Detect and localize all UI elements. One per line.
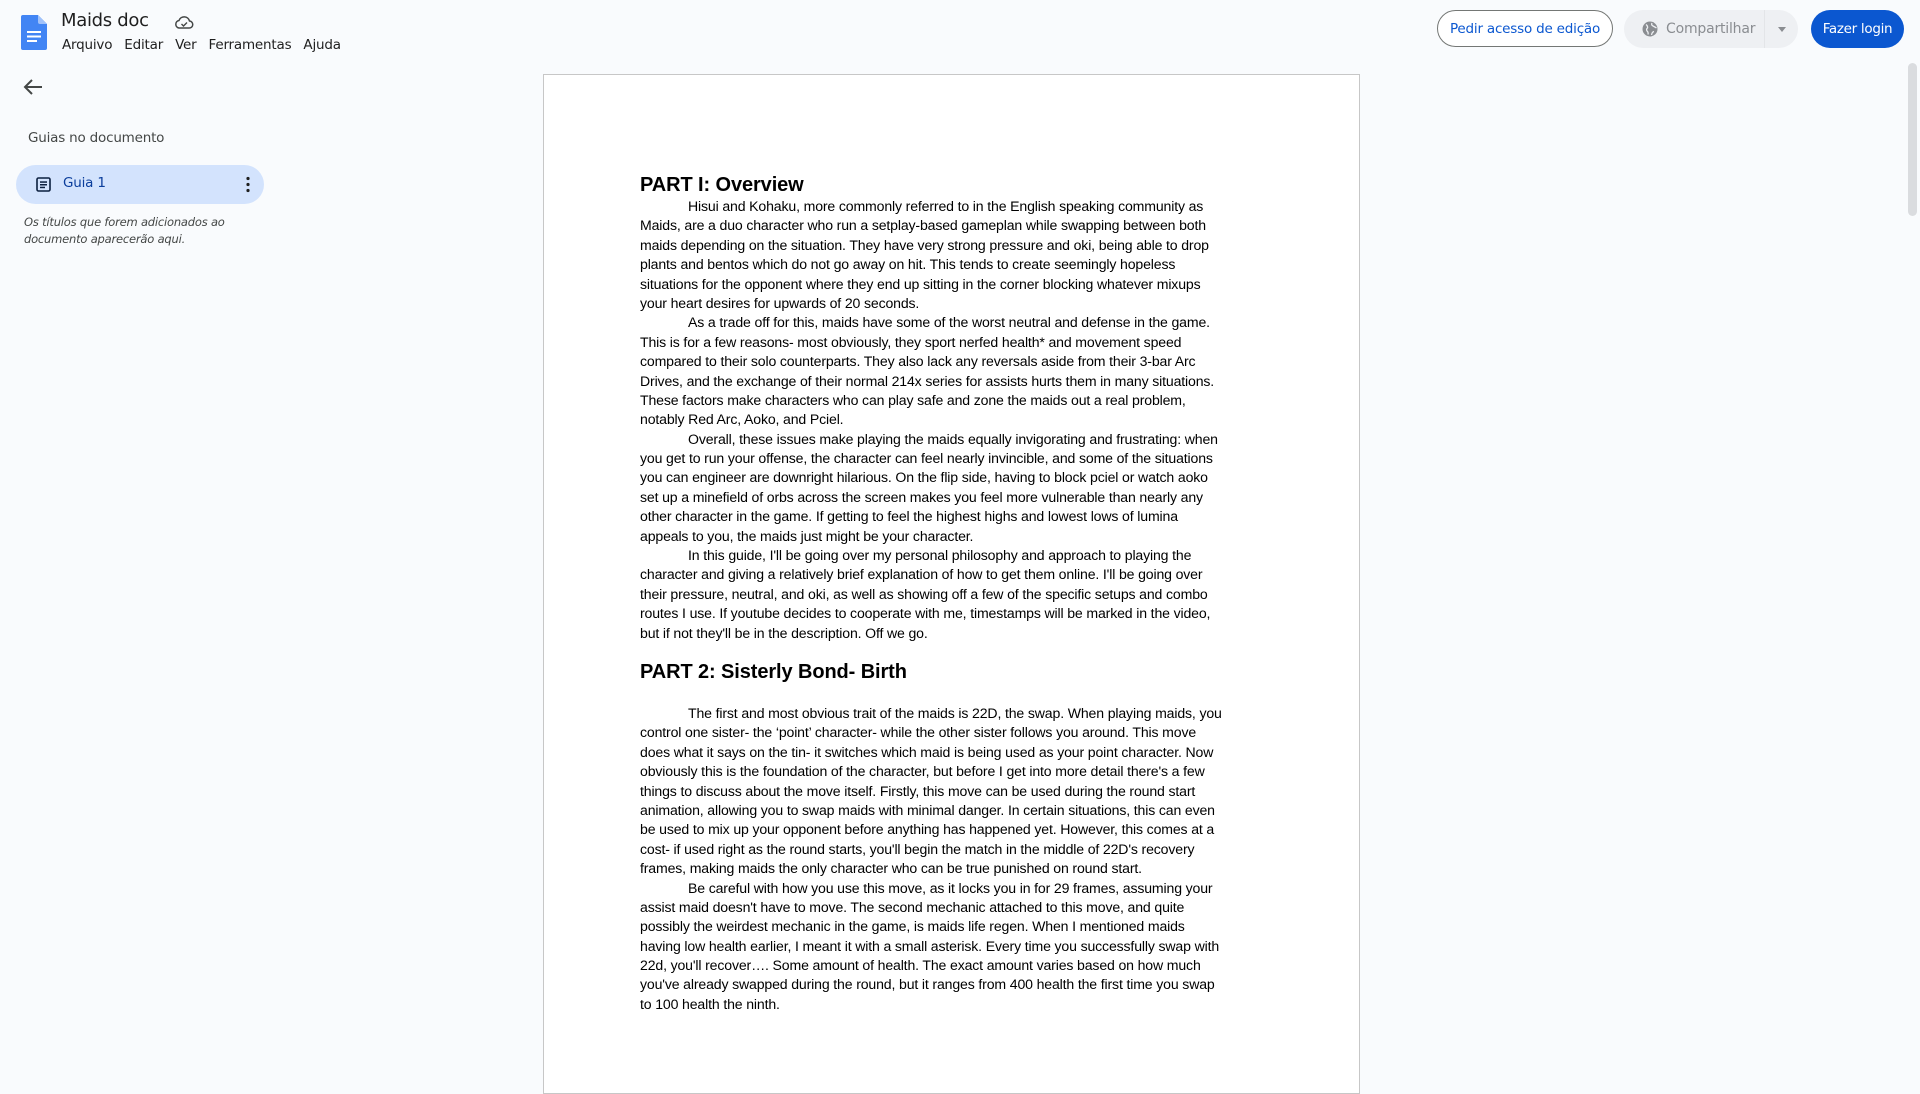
text-line: These factors make characters who can play safe and zone the maids out a real problem, — [640, 391, 1186, 408]
share-label: Compartilhar — [1666, 21, 1756, 37]
text-line: This is for a few reasons- most obviously, they sport nerfed health* and movement speed — [640, 333, 1182, 350]
text-line: In this guide, I'll be going over my personal philosophy and approach to playing the — [688, 547, 1192, 564]
part2-body — [640, 704, 1280, 1014]
text-line: compared to their solo counterparts. They also lack any reversals aside from their 3-bar Arc — [640, 353, 1196, 370]
text-line: animation, allowing you to swap maids with minimal danger. In certain situations, this can even — [640, 801, 1215, 818]
document-tab-icon — [36, 177, 51, 192]
menu-ferramentas[interactable]: Ferramentas — [208, 37, 292, 53]
document-content — [640, 173, 1280, 1014]
text-line: be used to mix up your opponent before anything has happened yet. However, this comes at a — [640, 821, 1215, 838]
more-vert-icon[interactable] — [245, 176, 251, 193]
share-dropdown[interactable] — [1765, 27, 1798, 32]
text-line: set up a minefield of orbs across the screen makes you feel more vulnerable than nearly any — [640, 488, 1203, 505]
menu-arquivo[interactable]: Arquivo — [62, 37, 113, 53]
document-title[interactable]: Maids doc — [61, 10, 149, 31]
part1-body — [640, 197, 1280, 643]
top-bar — [0, 0, 1920, 60]
caret-down-icon — [1778, 27, 1786, 32]
text-line: As a trade off for this, maids have some of the worst neutral and defense in the game. — [688, 314, 1210, 331]
paragraph — [640, 430, 1280, 546]
text-line: maids depending on the situation. They have very strong pressure and oki, being able to drop — [640, 236, 1209, 253]
text-line: you get to run your offense, the character can feel nearly invincible, and some of the situations — [640, 450, 1213, 467]
cloud-saved-icon[interactable] — [174, 15, 194, 31]
text-line: Hisui and Kohaku, more commonly referred to in the English speaking community as — [688, 198, 1204, 214]
paragraph — [640, 704, 1280, 879]
document-page[interactable] — [543, 74, 1360, 1094]
text-line: other character in the game. If getting to feel the highest highs and lowest lows of lumina — [640, 508, 1178, 525]
text-line: The first and most obvious trait of the maids is 22D, the swap. When playing maids, you — [688, 704, 1222, 721]
text-line: situations for the opponent where they end up sitting in the corner blocking whatever mixups — [640, 275, 1201, 292]
google-docs-icon[interactable] — [21, 15, 47, 50]
text-line: character and giving a relatively brief explanation of how to get them online. I'll be going over — [640, 566, 1203, 583]
share-button[interactable] — [1624, 10, 1798, 48]
sign-in-button[interactable]: Fazer login — [1811, 10, 1904, 48]
heading-part-1: PART I: Overview — [640, 174, 804, 196]
text-line: routes I use. If youtube decides to cooperate with me, timestamps will be marked in the video, — [640, 605, 1211, 622]
paragraph — [640, 879, 1280, 1015]
text-line: possibly the weirdest mechanic in the game, is maids life regen. When I mentioned maids — [640, 918, 1185, 935]
paragraph — [640, 313, 1280, 429]
sidebar-title: Guias no documento — [28, 130, 165, 146]
text-line: having low health earlier, I meant it with a small asterisk. Every time you successfully swap with — [640, 937, 1220, 954]
text-line: notably Red Arc, Aoko, and Pciel. — [640, 411, 844, 428]
text-line: Drives, and the exchange of their normal 214x series for assists hurts them in many situations. — [640, 372, 1215, 389]
text-line: 22d, you'll recover…. Some amount of health. The exact amount varies based on how much — [640, 957, 1201, 974]
text-line: their pressure, neutral, and oki, as well as showing off a few of the specific setups and combo — [640, 585, 1208, 602]
text-line: you've already swapped during the round, but it ranges from 400 health the first time you swap — [640, 976, 1215, 993]
text-line: cost- if used right as the round starts, you'll begin the match in the middle of 22D's recovery — [640, 840, 1195, 857]
share-main[interactable] — [1624, 10, 1765, 48]
text-line: control one sister- the ‘point’ character- while the other sister follows you around. This move — [640, 724, 1197, 741]
text-line: obviously this is the foundation of the character, but before I get into more detail there's a few — [640, 763, 1205, 780]
text-line: Maids, are a duo character who run a setplay-based gameplan while swapping between both — [640, 217, 1206, 234]
text-line: to 100 health the ninth. — [640, 995, 780, 1012]
text-line: Overall, these issues make playing the maids equally invigorating and frustrating: when — [688, 430, 1218, 447]
text-line: does what it says on the tin- it switches which maid is being used as your point character. Now — [640, 743, 1214, 760]
text-line: plants and bentos which do not go away on hit. This tends to create seemingly hopeless — [640, 256, 1176, 273]
text-line: assist maid doesn't have to move. The second mechanic attached to this move, and quite — [640, 898, 1185, 915]
text-line: appeals to you, the maids just might be your character. — [640, 527, 974, 544]
paragraph — [640, 546, 1280, 643]
text-line: you can engineer are downright hilarious. On the flip side, having to block pciel or watch aoko — [640, 469, 1208, 486]
sidebar-empty-note: Os títulos que forem adicionados ao documento aparecerão aqui. — [24, 215, 225, 246]
sidebar-tab-guia-1[interactable] — [16, 165, 264, 204]
menu-ver[interactable]: Ver — [175, 37, 197, 53]
text-line: but if not they'll be in the description. Off we go. — [640, 624, 928, 641]
back-arrow-icon[interactable] — [22, 78, 44, 96]
text-line: Be careful with how you use this move, as it locks you in for 29 frames, assuming your — [688, 879, 1213, 896]
tab-label: Guia 1 — [63, 175, 106, 191]
request-edit-access-button[interactable]: Pedir acesso de edição — [1437, 10, 1613, 47]
scrollbar-thumb[interactable] — [1908, 63, 1917, 216]
menu-ajuda[interactable]: Ajuda — [303, 37, 341, 53]
text-line: frames, making maids the only character who can be true punished on round start. — [640, 860, 1142, 877]
text-line: things to discuss about the move itself. Firstly, this move can be used during the round start — [640, 782, 1196, 799]
heading-part-2: PART 2: Sisterly Bond- Birth — [640, 660, 907, 683]
globe-icon — [1642, 21, 1658, 37]
paragraph — [640, 197, 1280, 313]
text-line: your heart desires for upwards of 20 seconds. — [640, 294, 920, 311]
menu-bar — [62, 37, 353, 53]
menu-editar[interactable]: Editar — [124, 37, 164, 53]
